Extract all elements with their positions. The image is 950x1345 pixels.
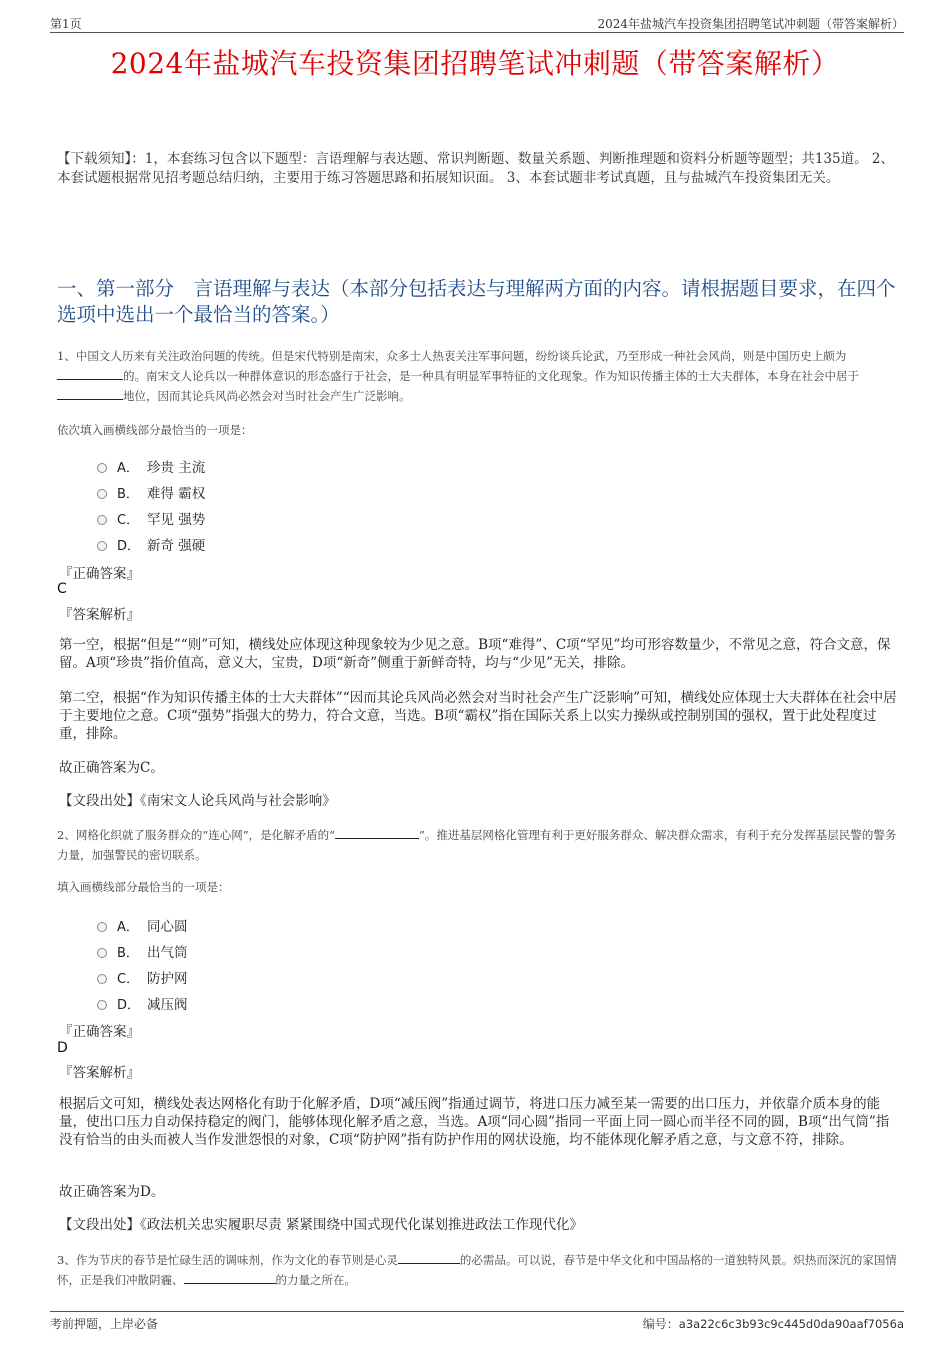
q2-option-c[interactable]: C． 防护网 [97, 964, 188, 990]
footer-code-label: 编号： [642, 1317, 679, 1331]
footer-slogan: 考前押题，上岸必备 [50, 1317, 159, 1331]
q3-text-part-b: 的必需品。可以说，春节是中华文化和中国品格的一道独特风景。炽热而深沉的家国情怀，正是我们冲散阴霾、 [57, 1253, 897, 1287]
footer-code [643, 1315, 904, 1332]
q2-prompt: 填入画横线部分最恰当的一项是： [57, 880, 230, 894]
q1-prompt: 依次填入画横线部分最恰当的一项是： [57, 423, 253, 437]
page-header [50, 14, 904, 33]
q2-conclusion: 故正确答案为D。 [59, 1184, 165, 1200]
q2-option-b[interactable]: B． 出气筒 [97, 938, 188, 964]
document-title: 2024年盐城汽车投资集团招聘笔试冲刺题（带答案解析） [110, 47, 840, 80]
q1-options [97, 453, 205, 557]
q2-option-a[interactable]: A． 同心圆 [97, 912, 188, 938]
q1-answer: C [57, 581, 67, 597]
header-doc-title: 2024年盐城汽车投资集团招聘笔试冲刺题（带答案解析） [597, 17, 904, 31]
q2-text-part-a: 2、网格化织就了服务群众的“连心网”，是化解矛盾的“ [57, 828, 335, 842]
q1-option-c[interactable]: C． 罕见 强势 [97, 505, 205, 531]
radio-icon[interactable] [97, 1000, 107, 1010]
q1-text-part-c: 地位，因而其论兵风尚必然会对当时社会产生广泛影响。 [123, 389, 411, 403]
radio-icon[interactable] [97, 463, 107, 473]
q2-text-part-b: ”。推进基层网格化管理有利于更好服务群众、解决群众需求，有利于充分发挥基层民警的警务力量，加强警民的密切联系。 [57, 828, 897, 862]
page-number: 第1页 [50, 17, 82, 31]
q2-option-d[interactable]: D． 减压阀 [97, 990, 188, 1016]
q1-source: 【文段出处】《南宋文人论兵风尚与社会影响》 [59, 793, 336, 809]
q1-blank-2 [57, 387, 123, 400]
q3-text-part-c: 的力量之所在。 [275, 1273, 356, 1287]
q1-option-d[interactable]: D． 新奇 强硬 [97, 531, 205, 557]
radio-icon[interactable] [97, 948, 107, 958]
q1-option-b[interactable]: B． 难得 霸权 [97, 479, 205, 505]
radio-icon[interactable] [97, 541, 107, 551]
q1-analysis-2: 第二空，根据“作为知识传播主体的士大夫群体”“因而其论兵风尚必然会对当时社会产生广泛影响”可知，横线处应体现士大夫群体在社会中居于主要地位之意。C项“强势”指强大的势力，符合文意，当选。B项“霸权”指在国际关系上以实力操纵或控制别国的强权，置于此处程度过重，排除。 [59, 690, 897, 742]
section-heading: 一、第一部分 言语理解与表达（本部分包括表达与理解两方面的内容。请根据题目要求，在四个选项中选出一个最恰当的答案。） [57, 277, 896, 326]
q1-correct-answer-label: 『正确答案』 [59, 566, 140, 582]
q1-conclusion: 故正确答案为C。 [59, 760, 164, 776]
q1-blank-1 [57, 367, 123, 380]
footer-code-value: a3a22c6c3b93c9c445d0da90aaf7056a [678, 1317, 904, 1331]
radio-icon[interactable] [97, 489, 107, 499]
download-notice: 【下载须知】：1，本套练习包含以下题型：言语理解与表达题、常识判断题、数量关系题、判断推理题和资料分析题等题型；共135道。 2、本套试题根据常见招考题总结归纳，主要用于练习答题思路和拓展知识面。 3、本套试题非考试真题，且与盐城汽车投资集团无关。 [57, 151, 894, 186]
question-2-text [57, 825, 902, 865]
radio-icon[interactable] [97, 922, 107, 932]
q1-analysis-1: 第一空，根据“但是”“则”可知，横线处应体现这种现象较为少见之意。B项“难得”、C项“罕见”均可形容数量少，不常见之意，符合文意，保留。A项“珍贵”指价值高，意义大，宝贵，D项“新奇”侧重于新鲜奇特，均与“少见”无关，排除。 [59, 637, 891, 671]
q2-analysis-label: 『答案解析』 [59, 1065, 140, 1081]
q2-correct-answer-label: 『正确答案』 [59, 1024, 140, 1040]
q1-option-a[interactable]: A． 珍贵 主流 [97, 453, 205, 479]
q3-blank-2 [184, 1271, 276, 1284]
question-1-text [57, 346, 902, 406]
q1-text-part-b: 的。南宋文人论兵以一种群体意识的形态盛行于社会，是一种具有明显军事特征的文化现象。作为知识传播主体的士大夫群体，本身在社会中居于 [123, 369, 859, 383]
question-3-text [57, 1250, 902, 1290]
q3-text-part-a: 3、作为节庆的春节是忙碌生活的调味剂，作为文化的春节则是心灵 [57, 1253, 398, 1267]
radio-icon[interactable] [97, 974, 107, 984]
q2-options [97, 912, 188, 1016]
q2-blank-1 [335, 826, 419, 839]
q3-blank-1 [398, 1251, 460, 1264]
q2-source: 【文段出处】《政法机关忠实履职尽责 紧紧围绕中国式现代化谋划推进政法工作现代化》 [59, 1217, 584, 1233]
q2-analysis-1: 根据后文可知，横线处表达网格化有助于化解矛盾，D项“减压阀”指通过调节，将进口压力减至某一需要的出口压力，并依靠介质本身的能量，使出口压力自动保持稳定的阀门，能够体现化解矛盾之意，当选。A项“同心圆”指同一平面上同一圆心而半径不同的圆，B项“出气筒”指没有恰当的由头而被人当作发泄怨恨的对象，C项“防护网”指有防护作用的网状设施，均不能体现化解矛盾之意，与文意不符，排除。 [59, 1096, 890, 1148]
radio-icon[interactable] [97, 515, 107, 525]
q2-answer: D [57, 1040, 68, 1056]
q1-text-part-a: 1、中国文人历来有关注政治问题的传统。但是宋代特别是南宋，众多士人热衷关注军事问题，纷纷谈兵论武，乃至形成一种社会风尚，则是中国历史上颇为 [57, 349, 847, 363]
q1-analysis-label: 『答案解析』 [59, 607, 140, 623]
page-footer [50, 1311, 904, 1332]
